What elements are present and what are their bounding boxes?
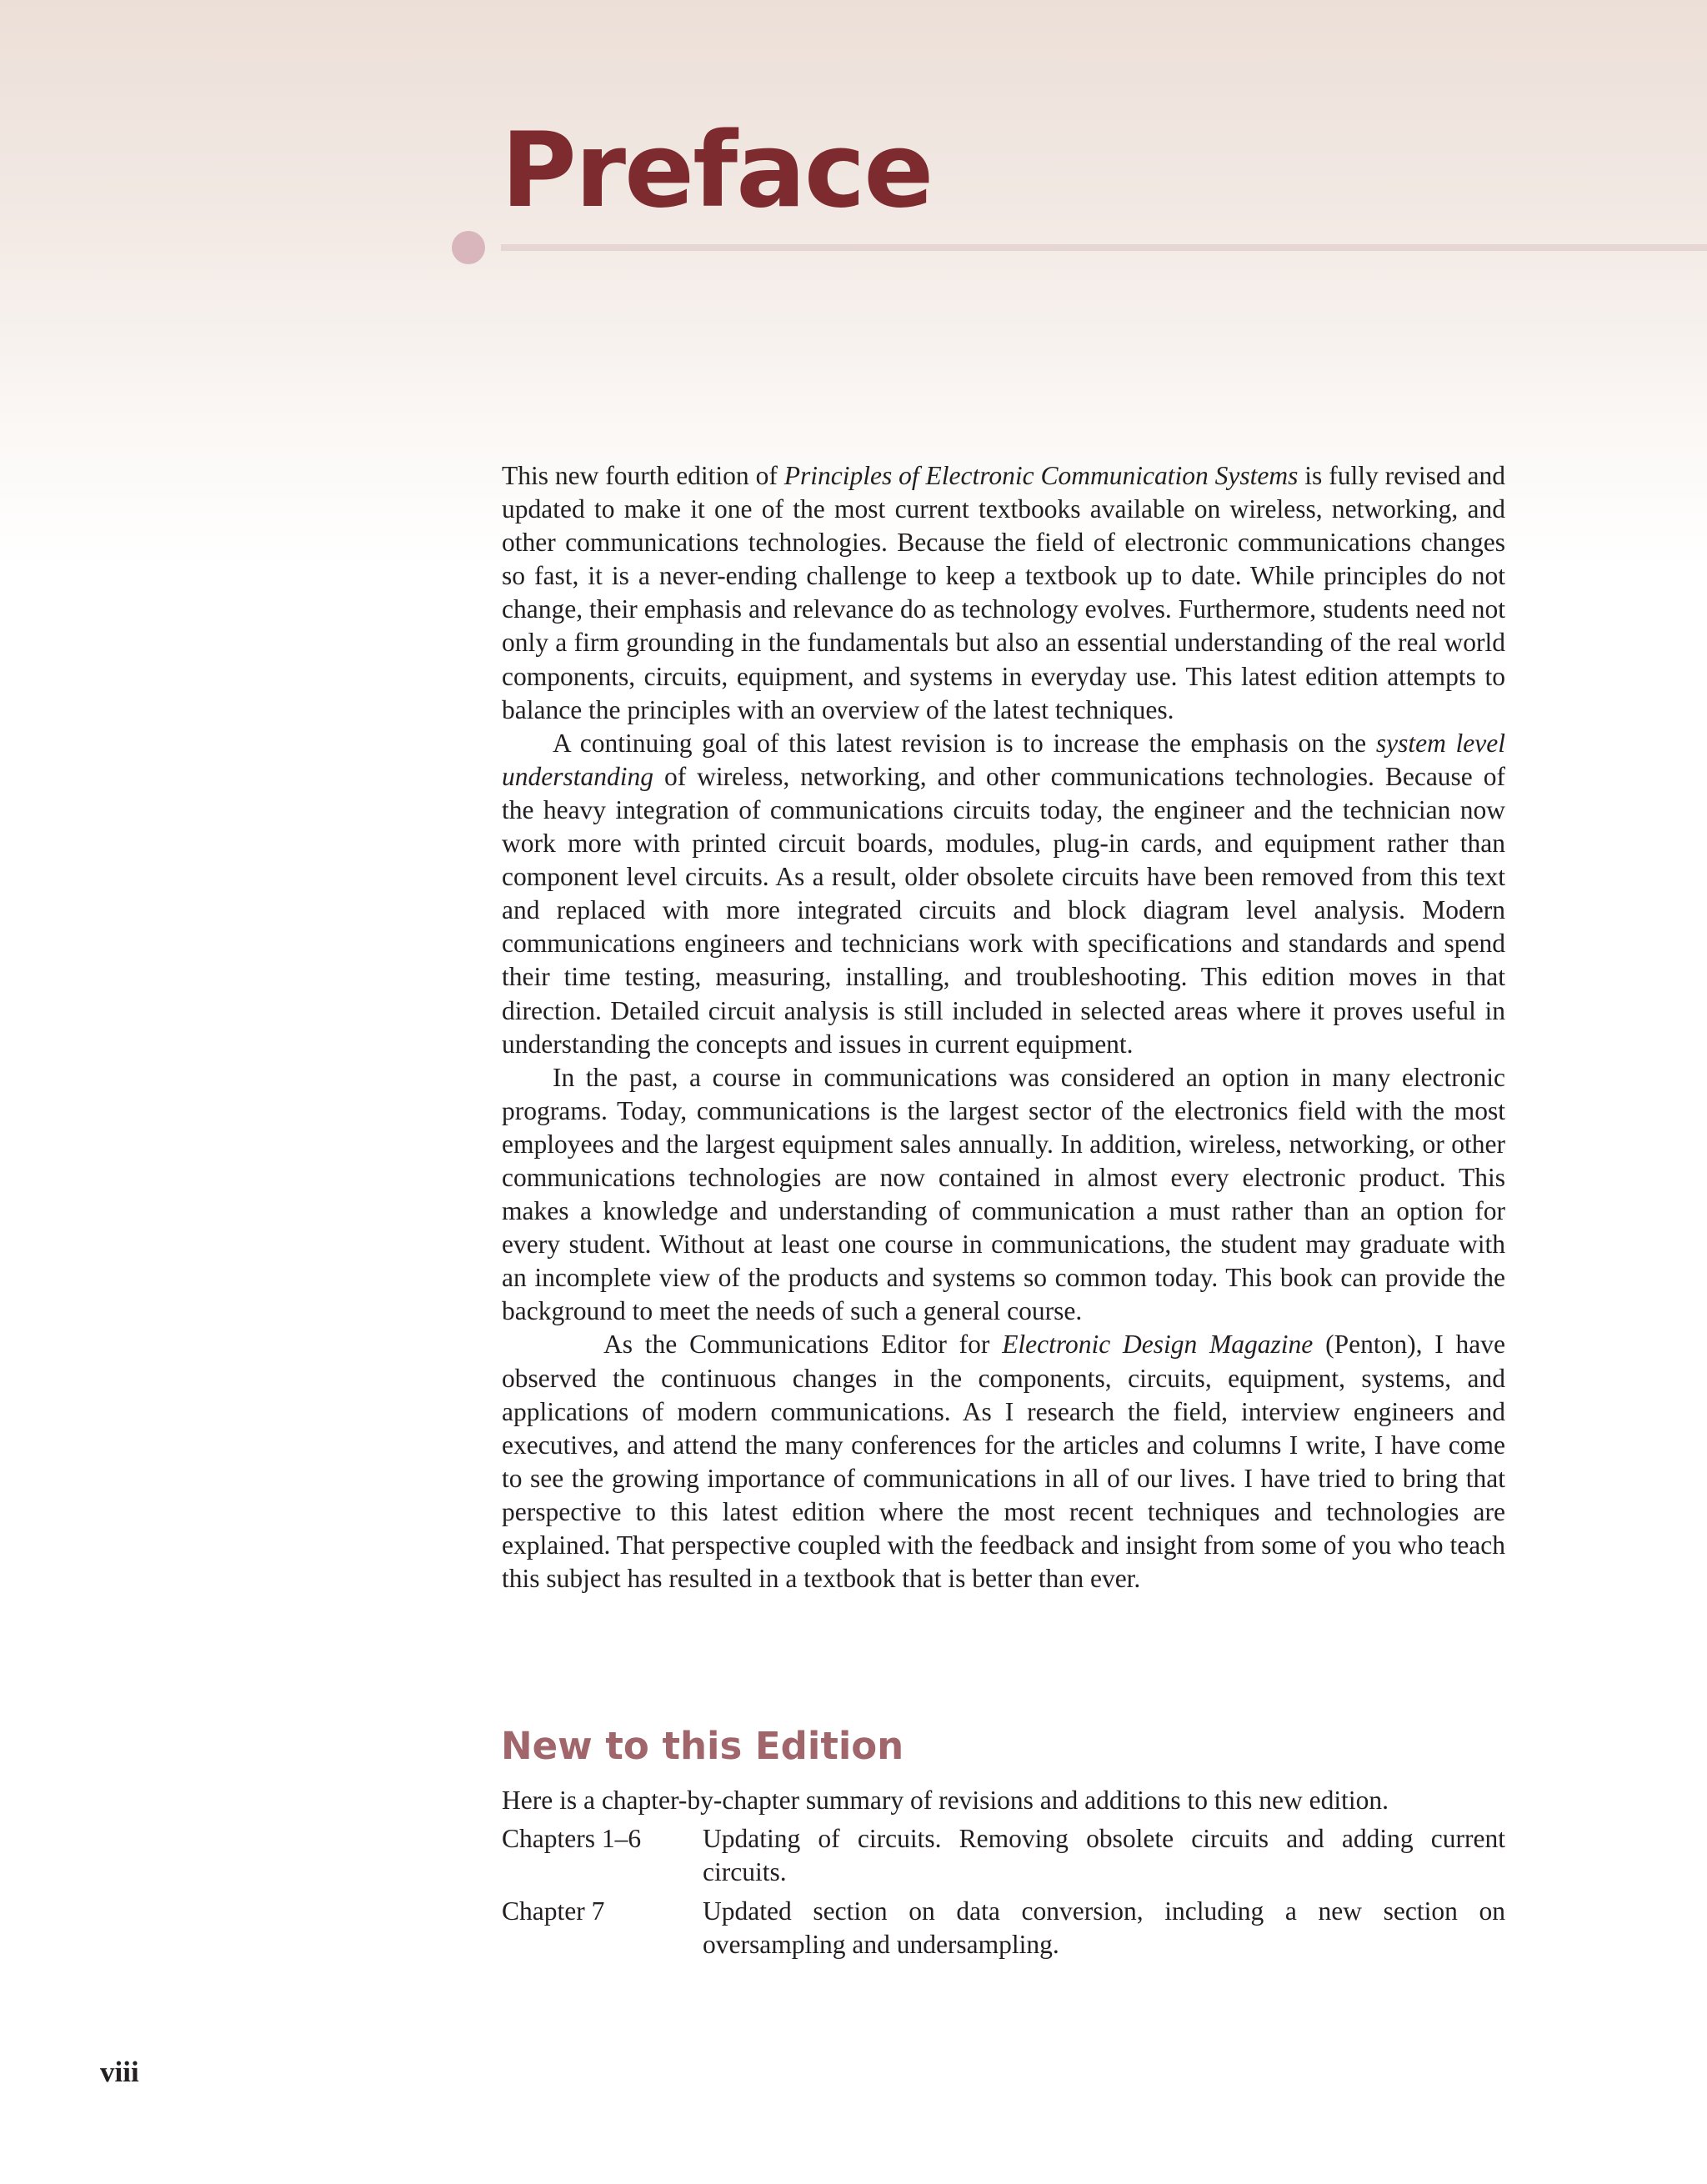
chapter-row — [502, 1895, 1505, 1961]
chapter-label: Chapters 1–6 — [502, 1824, 642, 1853]
paragraph-3: In the past, a course in communications was considered an option in many electronic programs. Today, communications is the largest sector of the electronics field with the most employees and the largest equipment sales annually. In addition, wireless, networking, or other communications technologies are now contained in almost every electronic product. This makes a knowledge and understanding of communication a must rather than an option for every student. Without at least one course in communications, the student may graduate with an incomplete view of the products and systems so common today. This book can provide the background to meet the needs of such a general course. — [502, 1062, 1505, 1326]
chapter-description: Updated section on data conversion, including a new section on oversampling and undersampling. — [703, 1896, 1505, 1959]
section-heading: New to this Edition — [501, 1724, 904, 1768]
page-number: viii — [100, 2056, 139, 2088]
page-title: Preface — [501, 111, 933, 231]
chapter-summary-list — [502, 1822, 1505, 1967]
title-rule-line — [501, 244, 1707, 251]
chapter-description: Updating of circuits. Removing obsolete circuits and adding current circuits. — [703, 1824, 1505, 1886]
paragraph-4: As the Communications Editor for Electronic Design Magazine (Penton), I have observed the continuous changes in the components, circuits, equipment, systems, and applications of modern communications. As I research the field, interview engineers and executives, and attend the many conferences for the articles and columns I write, I have come to see the growing importance of communications in all of our lives. I have tried to bring that perspective to this latest edition where the most recent techniques and technologies are explained. That perspective coupled with the feedback and insight from some of you who teach this subject has resulted in a textbook that is better than ever. — [502, 1330, 1505, 1594]
paragraph-2: A continuing goal of this latest revision is to increase the emphasis on the system level understanding of wireless, networking, and other communications technologies. Because of the heavy integration of communications circuits today, the engineer and the technician now work more with printed circuit boards, modules, plug-in cards, and equipment rather than component level circuits. As a result, older obsolete circuits have been removed from this text and replaced with more integrated circuits and block diagram level analysis. Modern communications engineers and technicians work with specifications and standards and spend their time testing, measuring, installing, and troubleshooting. This edition moves in that direction. Detailed circuit analysis is still included in selected areas where it proves useful in understanding the concepts and issues in current equipment. — [502, 728, 1506, 1059]
chapter-row — [502, 1822, 1505, 1889]
paragraph-1: This new fourth edition of Principles of Electronic Communication Systems is fully revised and updated to make it one of the most current textbooks available on wireless, networking, and other communications technologies. Because the field of electronic communications changes so fast, it is a never-ending challenge to keep a textbook up to date. While principles do not change, their emphasis and relevance do as technology evolves. Furthermore, students need not only a firm grounding in the fundamentals but also an essential understanding of the real world components, circuits, equipment, and systems in everyday use. This latest edition attempts to balance the principles with an overview of the latest techniques. — [502, 461, 1505, 724]
preface-body — [502, 459, 1505, 1595]
emphasis-text: system level understanding — [502, 728, 1506, 791]
summary-intro: Here is a chapter-by-chapter summary of revisions and additions to this new edition. — [502, 1786, 1389, 1815]
title-rule-dot — [452, 231, 485, 264]
book-title: Principles of Electronic Communication Systems — [783, 461, 1299, 490]
chapter-label: Chapter 7 — [502, 1896, 605, 1926]
magazine-title: Electronic Design Magazine — [1002, 1330, 1314, 1360]
